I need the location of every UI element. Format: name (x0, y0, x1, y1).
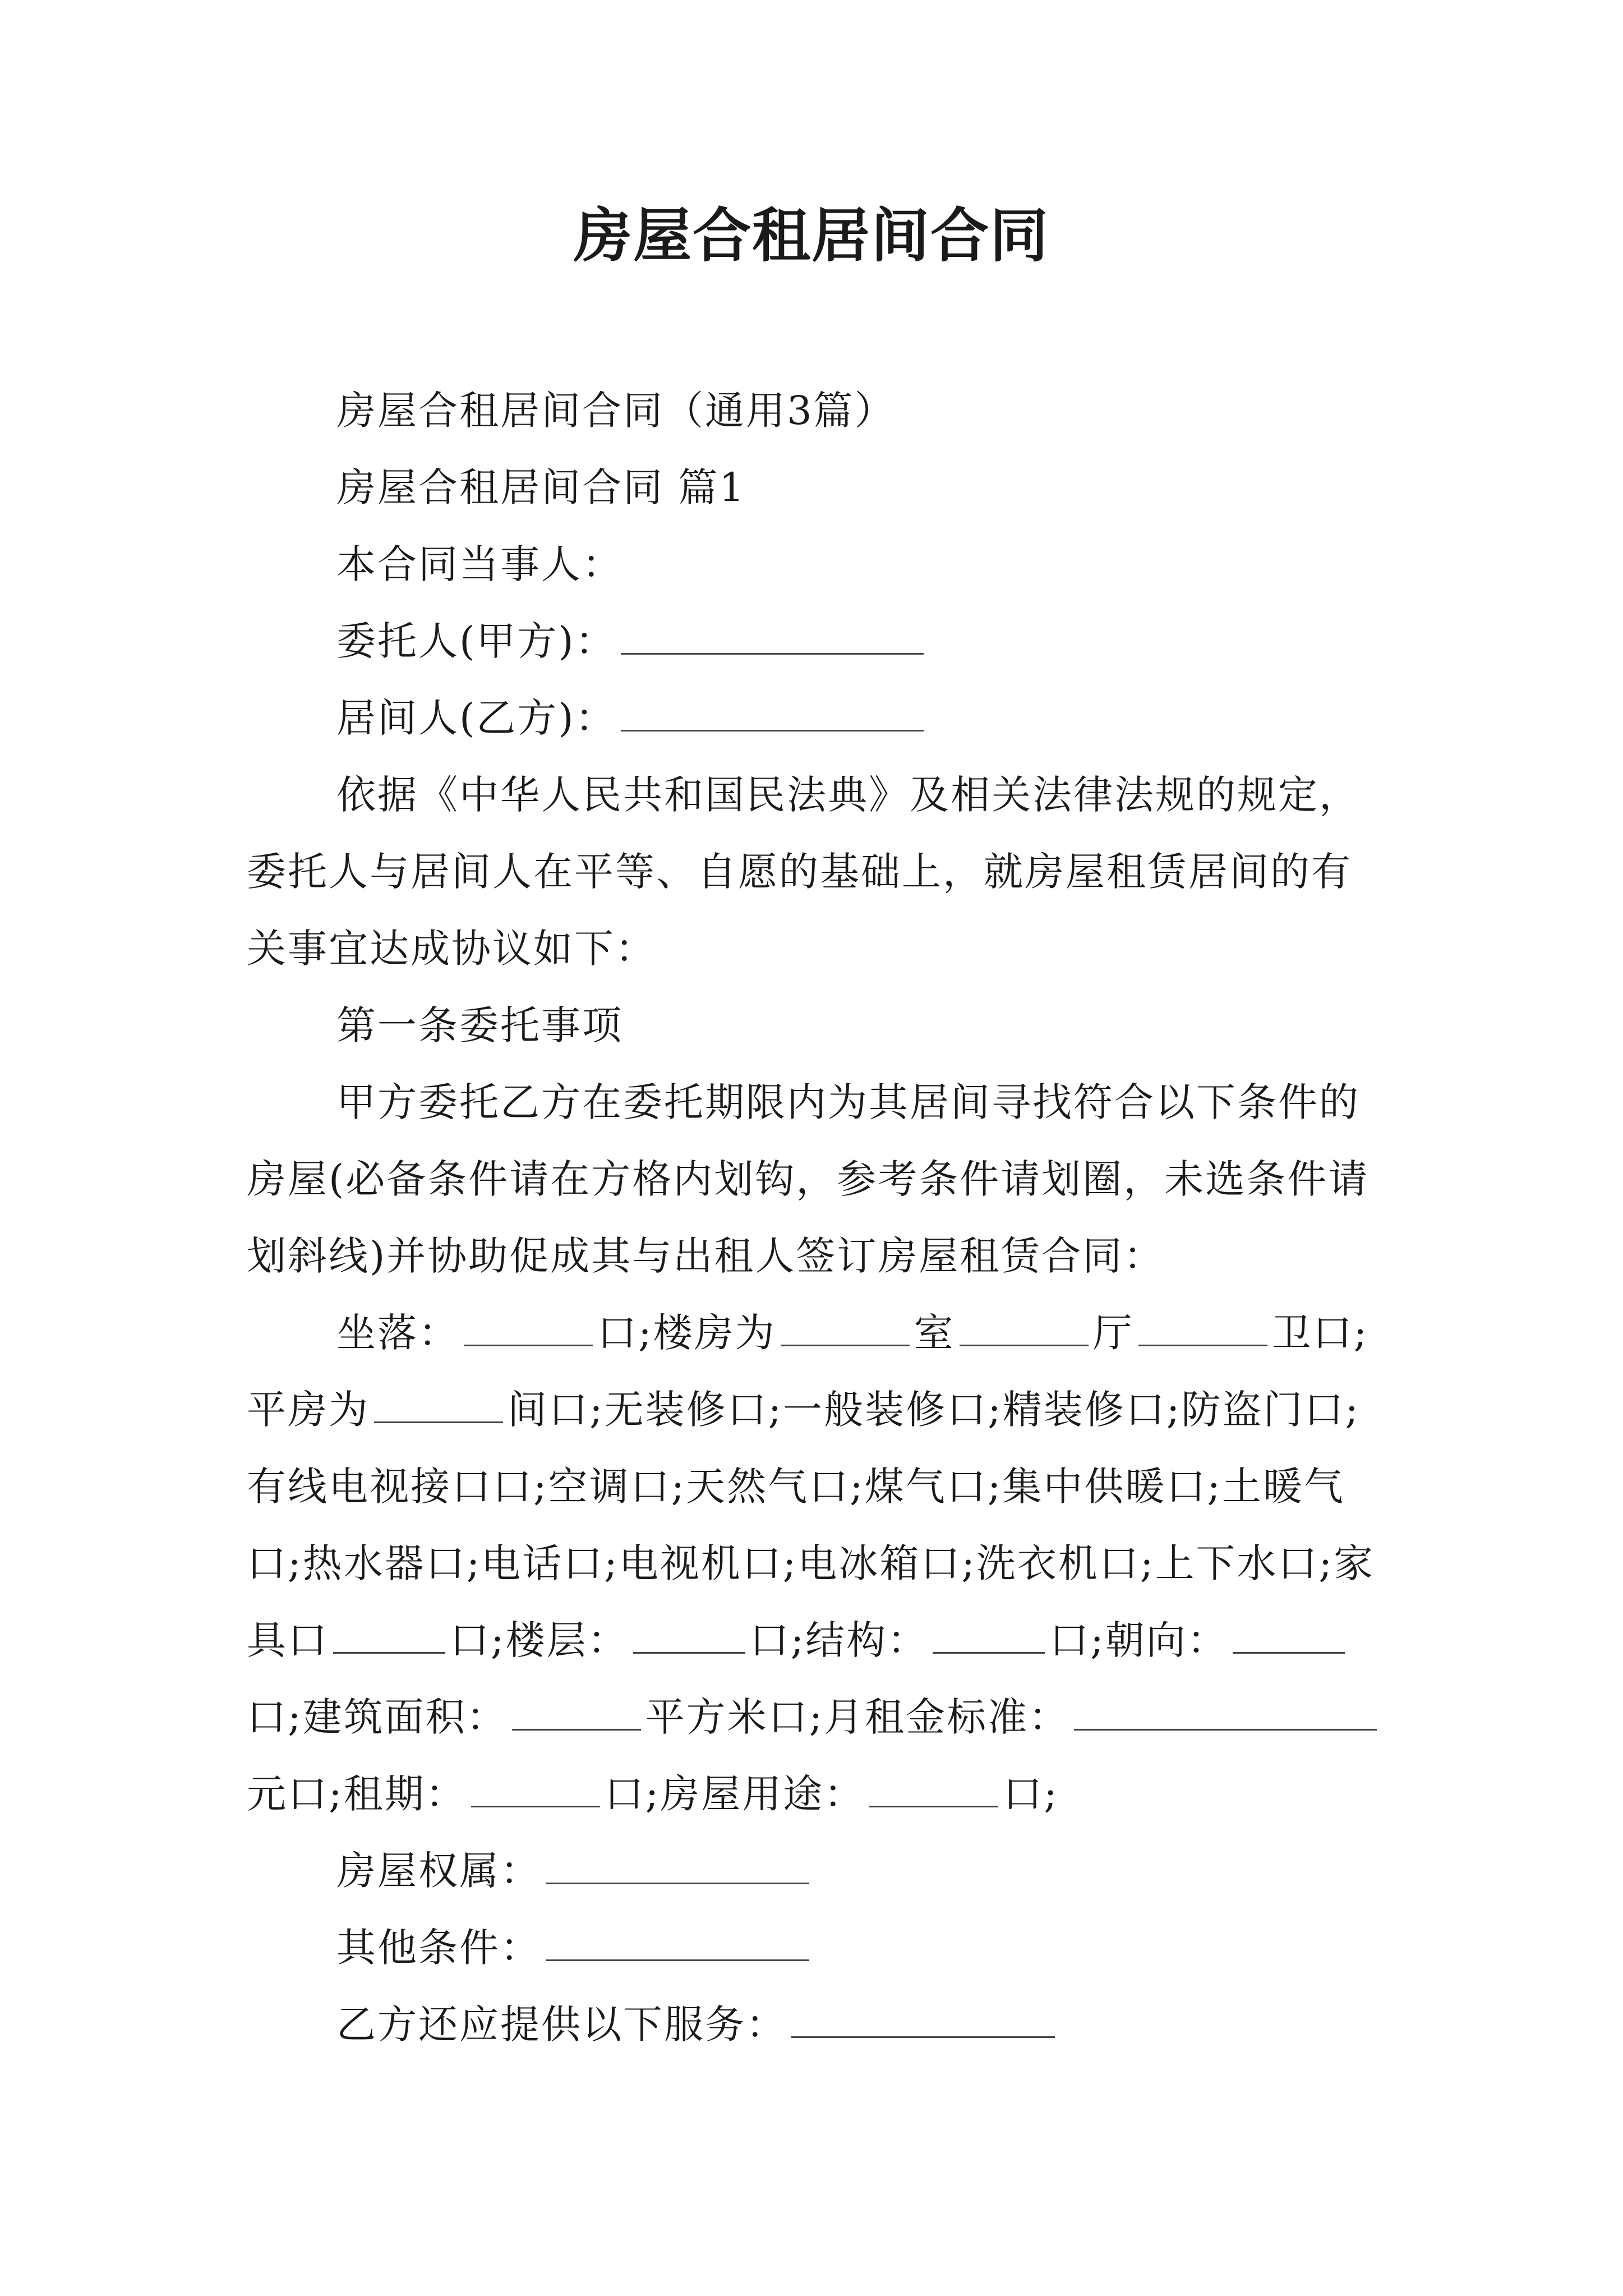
party-b-blank (621, 702, 924, 731)
cond-text: 元口;租期： (247, 1771, 467, 1817)
article1-heading: 第一条委托事项 (336, 1002, 623, 1048)
cond-blank (781, 1317, 910, 1346)
party-b-label: 居间人(乙方)： (336, 695, 616, 741)
conditions-paragraph (247, 1295, 1391, 1833)
cond-text: 室 (914, 1310, 955, 1356)
cond-text: 口;房屋用途： (604, 1771, 865, 1817)
party-a-label: 委托人(甲方)： (336, 618, 616, 664)
party-a-blank (621, 625, 924, 655)
intro-paragraph: 依据《中华人民共和国民法典》及相关法律法规的规定，委托人与居间人在平等、自愿的基础上，就房屋租赁居间的有关事宜达成协议如下： (247, 772, 1360, 972)
services-label: 乙方还应提供以下服务： (336, 2001, 787, 2047)
other-conditions-label: 其他条件： (336, 1925, 541, 1971)
cond-blank (1074, 1701, 1377, 1731)
cond-blank (933, 1624, 1045, 1654)
ownership-line (247, 1833, 1391, 1910)
cond-blank (464, 1317, 593, 1346)
party-b-line (247, 680, 1391, 757)
cond-text: 卫口;平房为 (247, 1310, 1369, 1433)
cond-text: 口;楼层： (450, 1617, 629, 1663)
party-a-line (247, 603, 1391, 680)
cond-blank (633, 1624, 745, 1654)
cond-blank (1233, 1624, 1345, 1654)
section-heading: 房屋合租居间合同 篇1 (336, 464, 746, 510)
cond-text: 平方米口;月租金标准： (645, 1694, 1070, 1740)
services-line (247, 1986, 1391, 2063)
cond-text: 口;楼房为 (597, 1310, 776, 1356)
cond-text: 厅 (1092, 1310, 1134, 1356)
cond-blank (1138, 1317, 1267, 1346)
cond-blank (333, 1624, 445, 1654)
cond-text: 口; (1003, 1771, 1059, 1817)
cond-text: 坐落： (336, 1310, 459, 1356)
ownership-label: 房屋权属： (336, 1848, 541, 1894)
cond-text: 间口;无装修口;一般装修口;精装修口;防盗门口;有线电视接口口;空调口;天然气口;煤气口;集中供暖口;土暖气口;热水器口;电话口;电视机口;电冰箱口;洗衣机口;上下水口;家具口 (247, 1387, 1375, 1663)
cond-text: 口;朝向： (1049, 1617, 1228, 1663)
article1-body: 甲方委托乙方在委托期限内为其居间寻找符合以下条件的房屋(必备条件请在方格内划钩，参考条件请划圈，未选条件请划斜线)并协助促成其与出租人签订房屋租赁合同： (247, 1079, 1370, 1279)
cond-text: 口;结构： (749, 1617, 929, 1663)
cond-blank (869, 1778, 998, 1807)
ownership-blank (546, 1855, 809, 1884)
parties-label: 本合同当事人： (336, 541, 623, 587)
cond-blank (471, 1778, 600, 1807)
cond-blank (512, 1701, 641, 1731)
services-blank (791, 2008, 1055, 2038)
cond-blank (374, 1393, 503, 1423)
document-body (247, 372, 1391, 2063)
cond-blank (960, 1317, 1089, 1346)
other-conditions-blank (546, 1931, 809, 1961)
document-title: 房屋合租居间合同 (573, 201, 1049, 270)
subtitle: 房屋合租居间合同（通用3篇） (336, 388, 896, 434)
cond-text: 口;建筑面积： (247, 1694, 508, 1740)
other-conditions-line (247, 1910, 1391, 1986)
